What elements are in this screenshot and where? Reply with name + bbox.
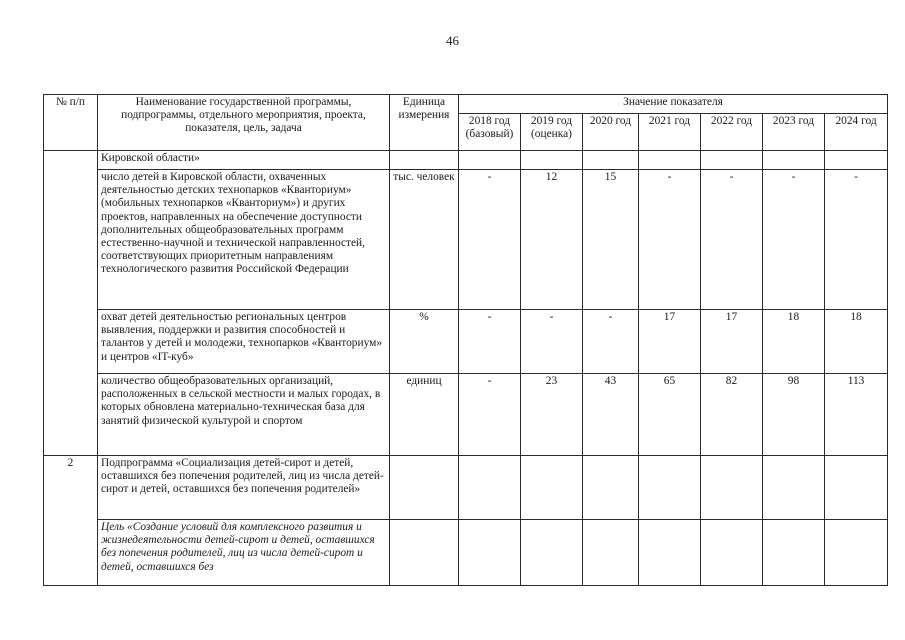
row-name: количество общеобразовательных организаций, расположенных в сельской местности и малых городах, в которых обновлена материально-техническая база для занятий физической культурой и спортом	[98, 374, 390, 456]
row-value	[639, 520, 701, 586]
table-row	[44, 374, 888, 456]
row-value: 17	[701, 310, 763, 374]
row-name: охват детей деятельностью региональных центров выявления, поддержки и развития способностей и талантов у детей и молодежи, технопарков «Кванториум» и центров «IT-куб»	[98, 310, 390, 374]
row-value: -	[521, 310, 583, 374]
row-value: 98	[763, 374, 825, 456]
page-number: 46	[446, 33, 459, 48]
row-value: 23	[521, 374, 583, 456]
header-name: Наименование государственной программы, подпрограммы, отдельного мероприятия, проекта, показателя, цель, задача	[98, 95, 390, 151]
row-value	[639, 456, 701, 520]
header-year: 2023 год	[763, 114, 825, 151]
row-value: 113	[825, 374, 888, 456]
header-values-group: Значение показателя	[459, 95, 888, 114]
row-value	[459, 520, 521, 586]
row-unit: %	[390, 310, 459, 374]
row-num: 2	[44, 456, 98, 586]
row-value: 65	[639, 374, 701, 456]
indicator-table	[43, 94, 888, 586]
row-value	[763, 456, 825, 520]
row-value	[583, 456, 639, 520]
header-year: 2018 год (базовый)	[459, 114, 521, 151]
row-value	[701, 520, 763, 586]
row-value: -	[459, 374, 521, 456]
row-value	[459, 151, 521, 170]
table-row	[44, 151, 888, 170]
header-year: 2024 год	[825, 114, 888, 151]
row-value: -	[459, 310, 521, 374]
row-value	[701, 151, 763, 170]
row-unit	[390, 151, 459, 170]
header-year: 2019 год (оценка)	[521, 114, 583, 151]
row-value	[521, 151, 583, 170]
row-name: число детей в Кировской области, охваченных деятельностью детских технопарков «Кванториум» (мобильных технопарков «Кванториум») и других проектов, направленных на обеспечение доступности дополнительных общеобразовательных программ естественно-научной и технической направленностей, соответствующих приоритетным направлениям технологического развития Российской Федерации	[98, 170, 390, 310]
row-value	[583, 151, 639, 170]
row-value: 12	[521, 170, 583, 310]
row-value	[763, 151, 825, 170]
table-row	[44, 170, 888, 310]
row-value: 15	[583, 170, 639, 310]
row-value	[763, 520, 825, 586]
row-value: 43	[583, 374, 639, 456]
row-value	[825, 456, 888, 520]
table-row	[44, 456, 888, 520]
row-name: Цель «Создание условий для комплексного развития и жизнедеятельности детей-сирот и детей, оставшихся без попечения родителей, лиц из числа детей-сирот и детей, оставшихся без	[98, 520, 390, 586]
row-unit: тыс. человек	[390, 170, 459, 310]
row-value	[521, 520, 583, 586]
header-num: № п/п	[44, 95, 98, 151]
row-unit	[390, 456, 459, 520]
row-value	[521, 456, 583, 520]
row-unit	[390, 520, 459, 586]
header-year: 2021 год	[639, 114, 701, 151]
row-name: Подпрограмма «Социализация детей-сирот и детей, оставшихся без попечения родителей, лиц из числа детей-сирот и детей, оставшихся без попечения родителей»	[98, 456, 390, 520]
row-value: -	[639, 170, 701, 310]
row-value: -	[459, 170, 521, 310]
row-value: 18	[763, 310, 825, 374]
row-value	[701, 456, 763, 520]
table-row	[44, 310, 888, 374]
row-name: Кировской области»	[98, 151, 390, 170]
row-unit: единиц	[390, 374, 459, 456]
row-num	[44, 151, 98, 456]
row-value: 18	[825, 310, 888, 374]
row-value: -	[583, 310, 639, 374]
row-value	[583, 520, 639, 586]
row-value	[825, 151, 888, 170]
header-year: 2022 год	[701, 114, 763, 151]
row-value	[825, 520, 888, 586]
row-value	[639, 151, 701, 170]
row-value: 17	[639, 310, 701, 374]
row-value: -	[763, 170, 825, 310]
header-unit: Единица измерения	[390, 95, 459, 151]
header-year: 2020 год	[583, 114, 639, 151]
row-value: -	[825, 170, 888, 310]
table-row	[44, 520, 888, 586]
row-value: -	[701, 170, 763, 310]
row-value	[459, 456, 521, 520]
row-value: 82	[701, 374, 763, 456]
